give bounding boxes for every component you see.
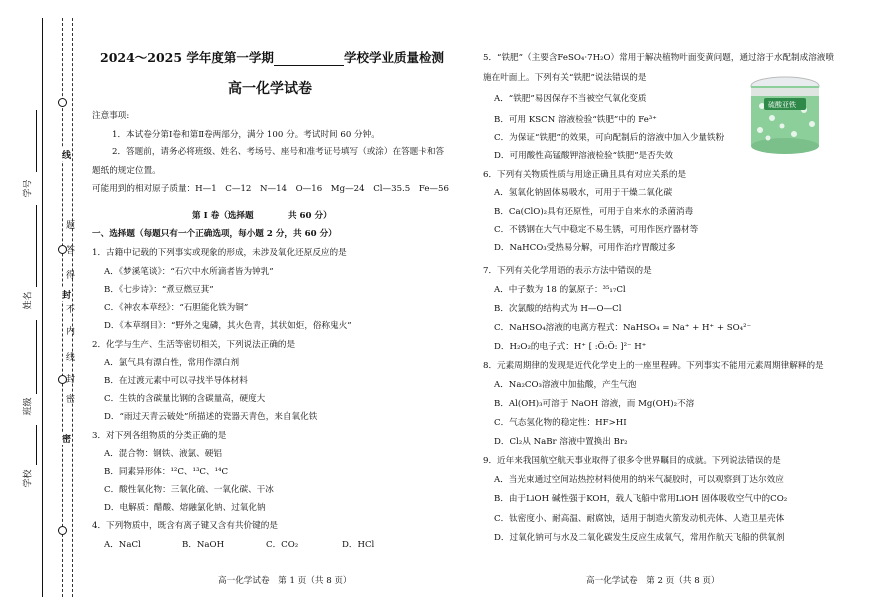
question-6: 6．下列有关物质性质与用途正确且具有对应关系的是	[483, 170, 687, 180]
q4-option-a[interactable]: A．NaCl	[104, 540, 141, 550]
q8-option-c[interactable]: C．气态氢化物的稳定性：HF>HI	[494, 418, 627, 428]
question-5-cont: 施在叶面上。下列有关“铁肥”说法错误的是	[483, 73, 647, 83]
q1-option-c[interactable]: C．《神农本草经》：“石胆能化铁为铜”	[104, 303, 249, 313]
seal-char: 密	[66, 395, 76, 405]
seal-char: 得	[66, 271, 76, 281]
q5-option-b[interactable]: B．可用 KSCN 溶液检验“铁肥”中的 Fe³⁺	[494, 115, 657, 125]
seal-mark: 密	[62, 432, 71, 445]
q5-option-c[interactable]: C．为保证“铁肥”的效果，可向配制后的溶液中加入少量铁粉	[494, 133, 725, 143]
school-blank[interactable]	[274, 55, 344, 66]
q3-option-c[interactable]: C．酸性氧化物：三氧化硫、一氧化碳、干冰	[104, 485, 274, 495]
question-1: 1．古籍中记载的下列事实或现象的形成，未涉及氧化还原反应的是	[92, 248, 347, 258]
exam-header	[100, 48, 444, 66]
question-3: 3．对下列各组物质的分类正确的是	[92, 431, 227, 441]
seal-char: 题	[66, 221, 76, 231]
q4-option-c[interactable]: C．CO₂	[266, 540, 299, 550]
seal-char: 答	[66, 246, 76, 256]
notice-2: 2．答题前，请务必将班级、姓名、考场号、座号和准考证号填写（或涂）在答题卡和答	[112, 147, 445, 157]
binding-hole	[58, 98, 67, 107]
q6-option-c[interactable]: C．不锈钢在大气中稳定不易生锈，可用作医疗器材等	[494, 225, 699, 235]
q9-option-c[interactable]: C．钛密度小、耐高温、耐腐蚀，适用于制造火箭发动机壳体、人造卫星壳体	[494, 514, 785, 524]
q8-option-a[interactable]: A．Na₂CO₃溶液中加盐酸，产生气泡	[494, 380, 637, 390]
q2-option-a[interactable]: A．氯气具有漂白性，常用作漂白剂	[104, 358, 240, 368]
fertilizer-jar-image	[742, 72, 828, 158]
q7-option-b[interactable]: B．次氯酸的结构式为 H—O—Cl	[494, 304, 622, 314]
q3-option-d[interactable]: D．电解质：醋酸、熔融氯化钠、过氧化钠	[104, 503, 266, 513]
field-name: 姓名	[23, 291, 34, 310]
field-school-blank[interactable]	[36, 425, 37, 465]
page-2-footer: 高一化学试卷 第 2 页（共 8 页）	[586, 576, 720, 586]
page-title: 高一化学试卷	[228, 81, 312, 97]
q1-option-d[interactable]: D．《本草纲目》：“野外之鬼磷，其火色青，其状如炬，俗称鬼火”	[104, 321, 352, 331]
section-heading: 一、选择题（每题只有一个正确选项，每小题 2 分，共 60 分）	[92, 229, 337, 239]
exam-title-suffix: 学校学业质量检测	[343, 50, 444, 65]
seal-mark: 线	[62, 148, 71, 161]
notice-2-cont: 题纸的规定位置。	[92, 166, 161, 176]
section-title: 第 Ⅰ 卷（选择题 共 60 分）	[192, 211, 332, 221]
q2-option-d[interactable]: D．“雨过天青云破处”所描述的瓷器天青色，来自氧化铁	[104, 412, 318, 422]
q9-option-d[interactable]: D．过氧化钠可与水及二氧化碳发生反应生成氧气，常用作航天飞船的供氧剂	[494, 533, 785, 543]
q2-option-b[interactable]: B．在过渡元素中可以寻找半导体材料	[104, 376, 248, 386]
q7-option-d[interactable]: D．H₂O₂的电子式：H⁺ [ :Ö:Ö: ]²⁻ H⁺	[494, 342, 647, 352]
q1-option-a[interactable]: A．《梦溪笔谈》：“石穴中水所滴者皆为钟乳”	[104, 267, 274, 277]
q9-option-a[interactable]: A．当光束通过空间站热控材料使用的纳米气凝胶时，可以观察到丁达尔效应	[494, 475, 784, 485]
q6-option-d[interactable]: D．NaHCO₃受热易分解，可用作治疗胃酸过多	[494, 243, 676, 253]
notice-1: 1．本试卷分第Ⅰ卷和第Ⅱ卷两部分，满分 100 分。考试时间 60 分钟。	[112, 130, 380, 140]
seal-char: 内	[66, 327, 76, 337]
product-label: 硫酸亚铁	[768, 101, 796, 109]
seal-char: 不	[66, 305, 76, 315]
seal-char: 线	[66, 353, 76, 363]
field-school: 学校	[23, 469, 34, 488]
page-1-footer: 高一化学试卷 第 1 页（共 8 页）	[218, 576, 352, 586]
exam-title-prefix: 2024～2025 学年度第一学期	[100, 50, 274, 65]
q4-option-d[interactable]: D．HCl	[342, 540, 375, 550]
q6-option-a[interactable]: A．氢氧化钠固体易吸水，可用于干燥二氧化碳	[494, 188, 673, 198]
q8-option-d[interactable]: D．Cl₂从 NaBr 溶液中置换出 Br₂	[494, 437, 628, 447]
notice-heading: 注意事项:	[92, 111, 130, 121]
q3-option-a[interactable]: A．混合物：钢铁、液氯、硬铝	[104, 449, 222, 459]
q6-option-b[interactable]: B．Ca(ClO)₂具有还原性，可用于自来水的杀菌消毒	[494, 207, 694, 217]
q2-option-c[interactable]: C．生铁的含碳量比钢的含碳量高，硬度大	[104, 394, 266, 404]
q5-option-a[interactable]: A．“铁肥”易因保存不当被空气氧化变质	[494, 94, 647, 104]
seal-mark: 封	[62, 288, 71, 301]
field-name-blank[interactable]	[36, 205, 37, 287]
question-7: 7．下列有关化学用语的表示方法中错误的是	[483, 266, 652, 276]
binding-solid-line	[42, 18, 43, 597]
q5-option-d[interactable]: D．可用酸性高锰酸钾溶液检验“铁肥”是否失效	[494, 151, 673, 161]
q1-option-b[interactable]: B．《七步诗》：“煮豆燃豆萁”	[104, 285, 214, 295]
q8-option-b[interactable]: B．Al(OH)₃可溶于 NaOH 溶液，而 Mg(OH)₂不溶	[494, 399, 695, 409]
q7-option-c[interactable]: C．NaHSO₄溶液的电离方程式：NaHSO₄ = Na⁺ + H⁺ + SO₄²⁻	[494, 323, 752, 333]
q3-option-b[interactable]: B．同素异形体：¹²C、¹³C、¹⁴C	[104, 467, 229, 477]
field-class: 班级	[23, 397, 34, 416]
field-class-blank[interactable]	[36, 320, 37, 394]
seal-char: 封	[66, 375, 76, 385]
question-5: 5．“铁肥”（主要含FeSO₄·7H₂O）常用于解决植物叶面变黄问题，通过溶于水配制成溶液喷	[483, 53, 834, 63]
question-2: 2．化学与生产、生活等密切相关，下列说法正确的是	[92, 340, 296, 350]
binding-hole	[58, 526, 67, 535]
q7-option-a[interactable]: A．中子数为 18 的氯原子：³⁵₁₇Cl	[494, 285, 626, 295]
atomic-masses: 可能用到的相对原子质量：H—1 C—12 N—14 O—16 Mg—24 Cl—35.5 Fe—56	[92, 184, 449, 194]
q9-option-b[interactable]: B．由于LiOH 碱性强于KOH，载人飞船中常用LiOH 固体吸收空气中的CO₂	[494, 494, 788, 504]
question-9: 9．近年来我国航空航天事业取得了很多令世界瞩目的成就。下列说法错误的是	[483, 456, 781, 466]
question-8: 8．元素周期律的发现是近代化学史上的一座里程碑。下列事实不能用元素周期律解释的是	[483, 361, 824, 371]
field-student-id: 学号	[23, 179, 34, 198]
q4-option-b[interactable]: B．NaOH	[182, 540, 225, 550]
field-student-id-blank[interactable]	[36, 110, 37, 172]
question-4: 4．下列物质中，既含有离子键又含有共价键的是	[92, 521, 278, 531]
